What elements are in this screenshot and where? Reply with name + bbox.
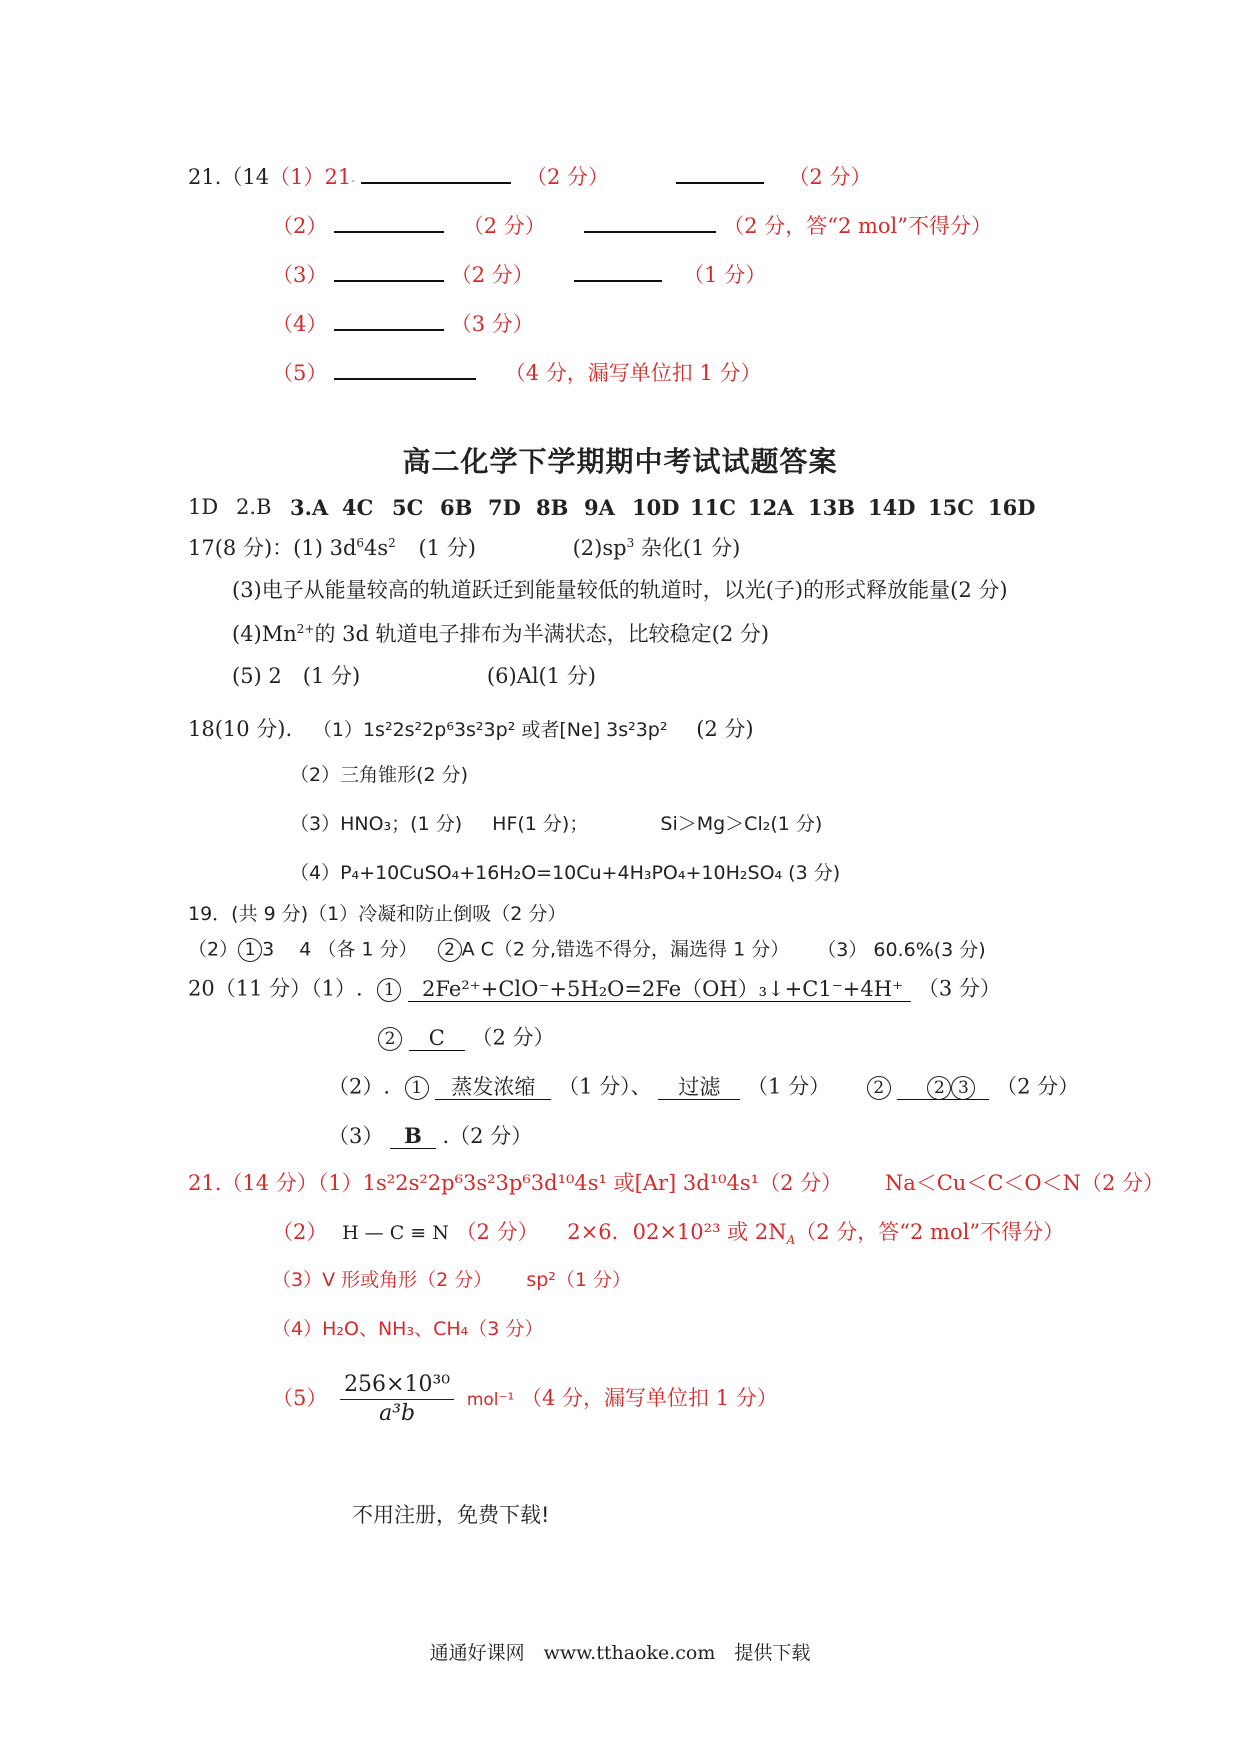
mc-answer: 10D (632, 495, 680, 520)
blank[interactable] (334, 262, 444, 282)
mc-answer: 9A (584, 495, 615, 520)
answer-equation: 2Fe²⁺+ClO⁻+5H₂O=2Fe（OH）₃↓+C1⁻+4H⁺ (408, 977, 911, 1002)
circled-number: 3 (951, 1076, 975, 1100)
q21-answer-line1: 21.（14 分）（1）1s²2s²2p⁶3s²3p⁶3d¹⁰4s¹ 或[Ar] 3d¹⁰4s¹（2 分） Na＜Cu＜C＜O＜N（2 分） (188, 1171, 1165, 1195)
mc-answer: 14D (868, 495, 916, 520)
q17-line1: 17(8 分)：(1) $3d^64s^2$ (1 分) $(2)sp^3$ 杂化(1 分) (188, 536, 741, 560)
q21-template-line1: 21.（14（1）21- （2 分） （2 分） (188, 165, 872, 189)
mc-answer: 1D (188, 495, 219, 519)
q21-template-head: 21.（14 (188, 165, 270, 189)
q19-line1: 19．(共 9 分)（1）冷凝和防止倒吸（2 分） (188, 903, 567, 925)
blank[interactable] (334, 213, 444, 233)
answer-choices (897, 1075, 989, 1100)
mc-answer: 3.A (290, 495, 329, 520)
answer-c: C (409, 1026, 465, 1051)
page-footer: 通通好课网 www.tthaoke.com 提供下载 (429, 1642, 811, 1664)
blank[interactable] (676, 164, 764, 184)
q17-line5: (5) 2 (1 分) (6)Al(1 分) (232, 664, 596, 688)
blank[interactable] (574, 262, 662, 282)
q21-template-line4: （4） （3 分） (272, 312, 534, 336)
q17-line3: (3)电子从能量较高的轨道跃迁到能量较低的轨道时，以光(子)的形式释放能量(2 分) (232, 578, 1008, 602)
circled-number: 1 (238, 938, 262, 962)
q18-line2: （2）三角锥形(2 分) (290, 764, 469, 786)
mc-answer: 16D (988, 495, 1036, 520)
q18-line1: 18(10 分). （1）1s²2s²2p⁶3s²3p² 或者[Ne] 3s²3p² (2 分) (188, 717, 754, 741)
mc-answer: 2.B (236, 495, 272, 519)
blank[interactable] (334, 360, 476, 380)
q20-line3: （2）. 1 蒸发浓缩 （1 分）、 过滤 （1 分） 2 2 3 （2 分） (328, 1074, 1080, 1099)
answer-b: B (390, 1123, 436, 1149)
blank[interactable] (584, 213, 716, 233)
mc-answer: 13B (808, 495, 855, 520)
q21-answer-line5: （5） $\frac{\text{256×10³⁰}}{\text{a³b}}$ mol⁻¹ （4 分，漏写单位扣 1 分） (272, 1372, 778, 1426)
answer-filter: 过滤 (658, 1075, 740, 1100)
mc-answer: 15C (928, 495, 974, 520)
q17-line4: $(4)Mn^{2+}$的 3d 轨道电子排布为半满状态，比较稳定(2 分) (232, 622, 770, 646)
circled-number: 1 (377, 978, 401, 1002)
q20-line4: （3） B .（2 分） (328, 1123, 533, 1148)
density-fraction: $\frac{\text{256×10³⁰}}{\text{a³b}}$ (340, 1374, 454, 1425)
q21-answer-line4: （4）H₂O、NH₃、CH₄（3 分） (272, 1318, 544, 1340)
q18-line3: （3）HNO₃；(1 分) HF(1 分)； Si＞Mg＞Cl₂(1 分) (290, 813, 823, 835)
mc-answer: 7D (488, 495, 521, 520)
circled-number: 2 (867, 1076, 891, 1100)
blank[interactable] (334, 311, 444, 331)
circled-number: 2 (438, 938, 462, 962)
mc-answer: 8B (536, 495, 569, 520)
answer-evaporate: 蒸发浓缩 (435, 1075, 551, 1100)
q21-template-line3: （3） （2 分） （1 分） (272, 263, 767, 287)
q20-line1: 20（11 分）（1）. 1 2Fe²⁺+ClO⁻+5H₂O=2Fe（OH）₃↓+C1⁻+4H⁺ （3 分） (188, 976, 1001, 1001)
q21-template-line5: （5） （4 分，漏写单位扣 1 分） (272, 361, 762, 385)
hcn-structure: H — C ≡ N (342, 1222, 449, 1244)
circled-number: 1 (405, 1076, 429, 1100)
download-notice: 不用注册，免费下载! (352, 1503, 550, 1527)
q18-line4: （4）P₄+10CuSO₄+16H₂O=10Cu+4H₃PO₄+10H₂SO₄ (3 分) (290, 862, 841, 884)
mc-answer: 12A (748, 495, 794, 520)
mc-answer: 6B (440, 495, 473, 520)
mc-answer: 11C (690, 495, 736, 520)
blank[interactable] (361, 164, 511, 184)
circled-number: 2 (378, 1027, 402, 1051)
q21-template-line2: （2） （2 分） （2 分，答“2 mol”不得分） (272, 214, 992, 238)
q21-answer-line2: （2） H — C ≡ N （2 分） 2×6．02×10²³ 或 $2N_A(2$ 分，答“2 mol”不得分） (272, 1220, 1065, 1248)
mc-answer: 5C (392, 495, 424, 520)
circled-number: 2 (927, 1076, 951, 1100)
page-title: 高二化学下学期期中考试试题答案 (402, 445, 838, 478)
q21-answer-line3: （3）V 形或角形（2 分） sp²（1 分） (272, 1269, 632, 1291)
mc-answer: 4C (342, 495, 374, 520)
q20-line2: 2 C （2 分） (378, 1027, 555, 1051)
q19-line2: （2） 1 3 4 （各 1 分） 2 A C（2 分,错选不得分，漏选得 1 分） （3） 60.6%(3 分) (188, 938, 986, 961)
